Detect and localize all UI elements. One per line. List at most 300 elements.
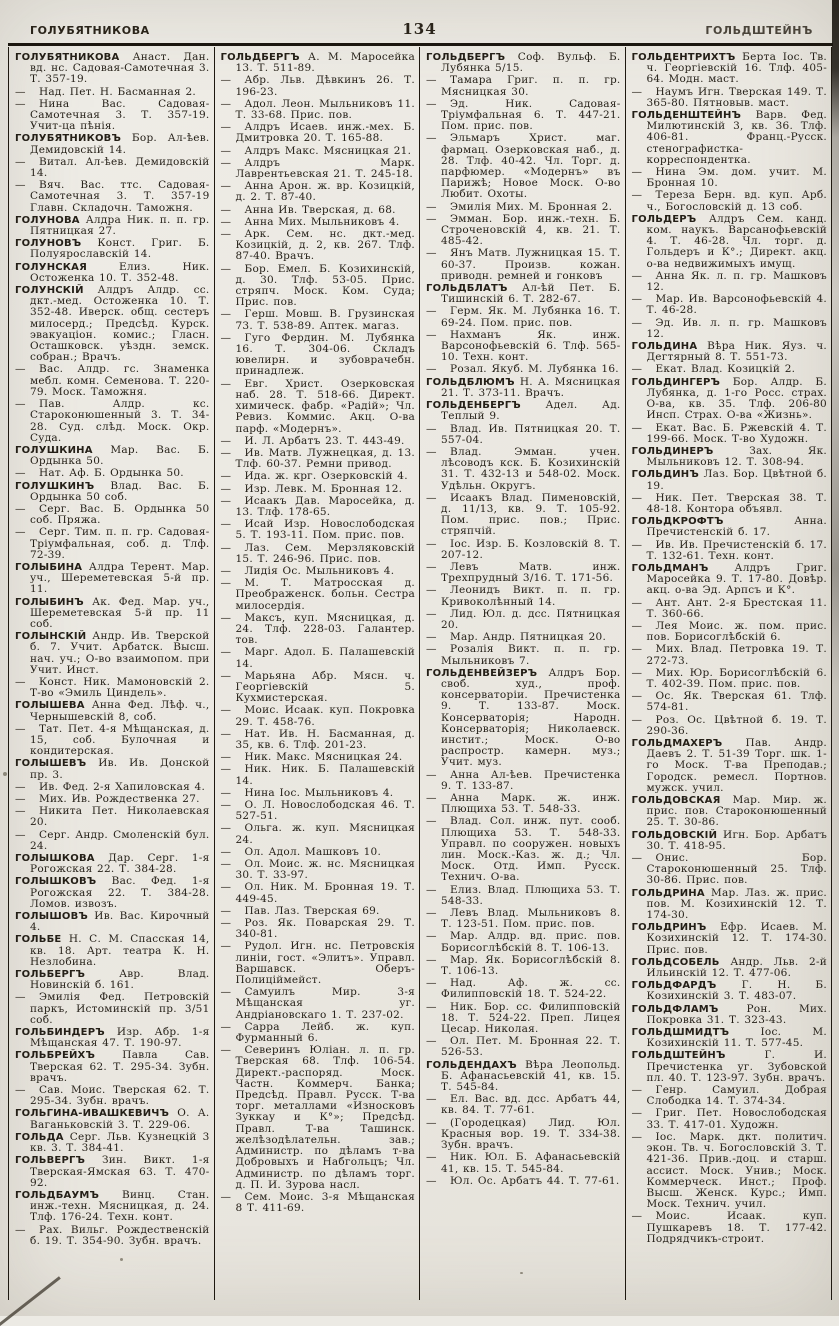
directory-entry-surname: ГОЛЬДОВСКАЯ Мар. Мир. ж. прис. пов. Староконюшенный 25. Т. 30-86.	[631, 794, 827, 829]
ditto-dash: —	[631, 643, 643, 656]
ditto-dash: —	[220, 434, 232, 447]
scan-speck	[3, 772, 7, 776]
ditto-dash: —	[15, 991, 26, 1004]
directory-entry-surname: ГОЛЬДМАХЕРЪ Пав. Андр. Даевъ 2. Т. 51-39 Торг. шк. 1-го Моск. Т-ва Преподав.; Городск. ремесл. Портнов. мужск. учил.	[631, 736, 827, 794]
directory-entry: — Мар. Андр. Пятницкая 20.	[426, 631, 607, 644]
directory-entry: — Серг. Вас. Б. Ордынка 50 соб. Пряжа.	[15, 502, 210, 527]
directory-entry-surname: ГОЛЬДМАНЪ Алдръ Григ. Маросейка 9. Т. 17-80. Довѣр. акц. о-ва Эд. Арпсъ и К°.	[631, 561, 827, 597]
surname-text: ГОЛЬДА	[15, 1131, 70, 1143]
directory-entry: — Пав. Лаз. Тверская 69.	[220, 904, 380, 917]
ditto-dash: —	[15, 805, 26, 818]
directory-entry: — Лид. Юл. д. дсс. Пятницкая 20.	[426, 607, 621, 631]
directory-entry: — Мих. Юр. Борисоглѣбскій 6. Т. 402-39. Пом. прис. пов.	[631, 666, 827, 690]
ditto-dash: —	[220, 180, 232, 193]
page-number: 134	[402, 20, 437, 38]
ditto-dash: —	[220, 203, 232, 216]
directory-entry: — Ол. Ник. М. Бронная 19. Т. 449-45.	[220, 881, 415, 905]
directory-entry: — Никита Пет. Николаевская 20.	[15, 805, 210, 829]
ditto-dash: —	[220, 97, 232, 110]
surname-text: ГОЛЫШКОВЪ	[15, 876, 112, 888]
directory-entry: — Исай Изр. Новослободская 5. Т. 193-11. Пом. прис. пов.	[220, 518, 415, 542]
directory-entry-surname: ГОЛЬБЕ Н. С. М. Спасская 14, кв. 18. Арт. театра К. Н. Незлобина.	[15, 933, 210, 968]
directory-entry: — Ол. Моис. ж. нс. Мясницкая 30. Т. 33-97.	[220, 858, 415, 882]
ditto-dash: —	[220, 470, 232, 483]
ditto-dash: —	[631, 293, 643, 306]
scan-speck	[520, 1272, 523, 1274]
surname-text: ГОЛУШКИНЪ	[15, 480, 111, 492]
ditto-dash: —	[15, 828, 26, 841]
ditto-dash: —	[631, 85, 643, 98]
ditto-dash: —	[220, 1190, 232, 1203]
directory-entry: — Анна Мих. Мыльниковъ 4.	[220, 215, 400, 228]
directory-entry-surname: ГОЛЬДИНЕРЪ Зах. Як. Мыльниковъ 12. Т. 308-94.	[631, 444, 827, 469]
ditto-dash: —	[220, 308, 232, 321]
directory-entry: — Ив. Ив. Пречистенскій б. 17. Т. 132-61. Техн. конт.	[631, 538, 827, 562]
directory-entry-surname: ГОЛЬДЕНТРИХТЪ Берта Іос. Тв. ч. Георгіевскій 16. Тлф. 405-64. Модн. маст.	[631, 51, 827, 86]
directory-entry: — Ол. Адол. Машковъ 10.	[220, 845, 382, 858]
directory-entry-surname: ГОЛЬДЕНШТЕЙНЪ Варв. Фед. Милютинскій 3, кв. 36. Тлф. 406-81. Франц.-Русск. стенографистка-корреспондентка.	[631, 109, 827, 166]
directory-entry: — Мих. Ив. Рождественка 27.	[15, 793, 200, 805]
directory-entry: — Анна Як. л. п. гр. Машковъ 12.	[631, 269, 827, 294]
surname-text: ГОЛЬДБЛЮМЪ	[426, 376, 520, 388]
ditto-dash: —	[426, 422, 437, 435]
ditto-dash: —	[15, 179, 26, 192]
directory-entry: — Нина Вас. Садовая-Самотечная 3. Т. 357-19. Учит-ца пѣнія.	[15, 97, 210, 133]
directory-entry: — Нахманъ Як. инж. Варсонофьевскій 6. Тлф. 565-10. Техн. конт.	[426, 328, 621, 364]
directory-entry: — Роз. Ос. Цвѣтной б. 19. Т. 290-36.	[631, 713, 827, 737]
ditto-dash: —	[426, 1174, 437, 1187]
ditto-dash: —	[15, 398, 26, 411]
surname-text: ГОЛЬДОВСКАЯ	[631, 795, 733, 806]
surname-text: ГОЛЬДИНЕРЪ	[631, 445, 750, 457]
directory-entry: — Марьяна Абр. Мясн. ч. Георгіевскій 5. Кухмистерская.	[220, 669, 415, 705]
ditto-dash: —	[426, 1000, 437, 1013]
directory-entry: — Янъ Матв. Лужницкая 15. Т. 60-37. Произв. кожан. приводн. ремней и гонковъ	[426, 247, 621, 282]
directory-entry-surname: ГОЛЬДОВСКІЙ Игн. Бор. Арбатъ 30. Т. 418-95.	[631, 828, 827, 852]
directory-entry-surname: ГОЛЬДФАРДЪ Г. Н. Б. Козихинскій 3. Т. 483-07.	[631, 979, 827, 1003]
directory-entry: — Марг. Адол. Б. Палашевскій 14.	[220, 646, 415, 670]
directory-column-3	[420, 47, 626, 1300]
surname-text: ГОЛЬДФЛАМЪ	[631, 1003, 747, 1015]
ditto-dash: —	[631, 852, 643, 865]
directory-entry-surname: ГОЛЬДЕНБЕРГЪ Адел. Ад. Теплый 9.	[426, 399, 621, 423]
directory-entry-surname: ГОЛЬДЕНВЕЙЗЕРЪ Алдръ Бор. своб. худ., проф. консерваторіи. Пречистенка 9. Т. 133-87. Моск. Консерваторія; Народн. Консерваторія; Николаевск. инстит.; Моск. О-во распростр. камерн. муз.; Учит. муз.	[426, 666, 621, 769]
surname-text: ГОЛЬДБАУМЪ	[15, 1189, 122, 1201]
directory-entry: — Рудол. Игн. нс. Петровскія линіи, гост. «Элитъ». Управл. Варшавск. Оберъ-Полиціймейст.	[220, 940, 415, 987]
scan-edge-streak	[832, 0, 839, 980]
directory-entry: — Анна Марк. ж. инж. Плющиха 53. Т. 548-33.	[426, 792, 621, 816]
ditto-dash: —	[426, 792, 437, 804]
ditto-dash: —	[426, 1151, 437, 1164]
ditto-dash: —	[220, 74, 232, 87]
directory-entry: — Вас. Алдр. гс. Знаменка мебл. комн. Семенова. Т. 220-79. Моск. Таможня.	[15, 363, 210, 398]
ditto-dash: —	[426, 815, 437, 828]
directory-entry-surname: ГОЛЬДИНЪ Лаз. Бор. Цвѣтной б. 19.	[631, 468, 828, 492]
surname-text: ГОЛЫШЕВА	[15, 700, 92, 712]
ditto-dash: —	[220, 669, 232, 682]
directory-entry: — Нат. Аф. Б. Ордынка 50.	[15, 467, 184, 480]
surname-text: ГОЛЬГИНА-ИВАШКЕВИЧЪ	[15, 1108, 178, 1120]
directory-entry-surname: ГОЛЬВЕРГЪ Зин. Викт. 1-я Тверская-Ямская 63. Т. 470-92.	[15, 1154, 210, 1189]
surname-text: ГОЛЬДОВСКІЙ	[631, 829, 724, 841]
directory-entry: — Адол. Леон. Мыльниковъ 11. Т. 33-68. Прис. пов.	[220, 97, 415, 122]
directory-entry-surname: ГОЛУНОВЪ Конст. Григ. Б. Полуярославскій 14.	[15, 237, 210, 261]
directory-entry: — Мих. Влад. Петровка 19. Т. 272-73.	[631, 643, 827, 667]
directory-entry-surname: ГОЛЫШОВЪ Ив. Вас. Кирочный 4.	[15, 910, 210, 934]
directory-entry: — Эмилія Фед. Петровскій паркъ, Истоминскій пр. 3/51 соб.	[15, 991, 210, 1026]
directory-entry-surname: ГОЛЬДБЛАТЪ Ал-ѣй Пет. Б. Тишинскій 6. Т. 282-67.	[426, 282, 621, 306]
directory-entry: — Влад. Сол. инж. пут. сооб. Плющиха 53. Т. 548-33. Управл. по сооружен. новыхъ лин. Моск.-Каз. ж. д.; Чл. Моск. Отд. Имп. Русск. Технич. О-ва.	[426, 815, 621, 884]
directory-column-1	[9, 47, 215, 1300]
ditto-dash: —	[426, 977, 437, 990]
directory-entry: — Вяч. Вас. ттс. Садовая-Самотечная 3. Т. 357-19 Главн. Складочн. Таможня.	[15, 179, 210, 214]
ditto-dash: —	[631, 619, 643, 632]
directory-entry: — Лидія Ос. Мыльниковъ 4.	[220, 564, 395, 577]
directory-entry-surname: ГОЛЬДКРОФТЪ Анна. Пречистенскій б. 17.	[631, 515, 827, 539]
directory-entry: — Над. Аф. ж. сс. Филипповскій 18. Т. 524-22.	[426, 977, 621, 1001]
directory-entry: — Левъ Влад. Мыльниковъ 8. Т. 123-51. Пом. прис. пов.	[426, 907, 621, 931]
directory-entry: — Іос. Изр. Б. Козловскій 8. Т. 207-12.	[426, 537, 621, 561]
ditto-dash: —	[220, 518, 232, 531]
directory-column-2	[215, 47, 421, 1300]
directory-entry-surname: ГОЛЫШКОВЪ Вас. Фед. 1-я Рогожская 22. Т. 384-28. Ломов. извозъ.	[15, 875, 210, 910]
surname-text: ГОЛУНСКІЙ	[15, 285, 98, 297]
ditto-dash: —	[426, 1116, 437, 1129]
directory-entry-surname: ГОЛЬБИНДЕРЪ Изр. Абр. 1-я Мѣщанская 47. Т. 190-97.	[15, 1026, 210, 1050]
directory-entry: — Генр. Самуил. Добрая Слободка 14. Т. 374-34.	[631, 1084, 827, 1108]
ditto-dash: —	[631, 1210, 643, 1223]
directory-entry: — Моис. Исаак. куп. Пушкаревъ 18. Т. 177-42. Подрядчикъ-строит.	[631, 1210, 827, 1245]
directory-entry: — Ант. Ант. 2-я Брестская 11. Т. 360-66.	[631, 596, 827, 620]
surname-text: ГОЛЬДМАХЕРЪ	[631, 737, 746, 749]
ditto-dash: —	[631, 269, 643, 282]
directory-entry: — Іос. Марк. дкт. политич. экон. Тв. ч. Богословскій 3. Т. 421-36. Прив.-доц. и старш. ассист. Моск. Унив.; Моск. Коммерческ. Инст.; Проф. Высш. Женск. Курс.; Имп. Моск. Технич. учил.	[631, 1130, 827, 1211]
directory-entry: — Алдръ Марк. Лаврентьевская 21. Т. 245-18.	[220, 156, 415, 181]
ditto-dash: —	[426, 584, 437, 597]
ditto-dash: —	[426, 74, 437, 87]
ditto-dash: —	[220, 156, 232, 169]
ditto-dash: —	[220, 940, 232, 953]
directory-entry-surname: ГОЛУНОВА Алдра Ник. п. п. гр. Пятницкая 27.	[15, 213, 210, 238]
ditto-dash: —	[220, 786, 232, 799]
directory-entry: — Сем. Моис. 3-я Мѣщанская 8 Т. 411-69.	[220, 1190, 415, 1215]
ditto-dash: —	[426, 97, 437, 110]
ditto-dash: —	[15, 722, 26, 735]
directory-entry: — Гуго Фердин. М. Лубянка 16. Т. 304-06. Складъ ювелирн. и зубоврачебн. принадлеж.	[220, 331, 415, 378]
directory-entry-surname: ГОЛЬГИНА-ИВАШКЕВИЧЪ О. А. Ваганьковскій 3. Т. 229-06.	[15, 1107, 210, 1131]
ditto-dash: —	[15, 793, 26, 805]
directory-entry-surname: ГОЛЫШКОВА Дар. Серг. 1-я Рогожская 22. Т. 384-28.	[15, 852, 210, 876]
ditto-dash: —	[631, 1107, 643, 1120]
directory-entry: — Ида. ж. крг. Озерковскій 4.	[220, 470, 408, 483]
directory-entry: — Герм. Як. М. Лубянка 16. Т. 69-24. Пом. прис. пов.	[426, 305, 621, 329]
surname-text: ГОЛЬДИНЪ	[631, 469, 704, 481]
directory-entry-surname: ГОЛЫНСКІЙ Андр. Ив. Тверской б. 7. Учит. Арбатск. Высш. нач. уч.; О-во взаимопом. при Учит. Инст.	[15, 630, 210, 676]
directory-entry: — Ол. Пет. М. Бронная 22. Т. 526-53.	[426, 1035, 621, 1059]
ditto-dash: —	[426, 930, 437, 943]
directory-entry: — Ольга. ж. куп. Мясницкая 24.	[220, 822, 415, 846]
ditto-dash: —	[220, 228, 232, 241]
directory-entry: — Серг. Тим. п. п. гр. Садовая-Тріумфальная, соб. д. Тлф. 72-39.	[15, 526, 210, 561]
directory-entry-surname: ГОЛУШКИНЪ Влад. Вас. Б. Ордынка 50 соб.	[15, 479, 210, 503]
directory-entry: — Сав. Моис. Тверская 62. Т. 295-34. Зубн. врачъ.	[15, 1084, 210, 1108]
ditto-dash: —	[220, 377, 232, 390]
ditto-dash: —	[220, 763, 232, 776]
surname-text: ГОЛЬДШМИДТЪ	[631, 1027, 761, 1039]
surname-text: ГОЛЬДШТЕЙНЪ	[631, 1050, 765, 1062]
surname-text: ГОЛЫШКОВА	[15, 853, 109, 865]
ditto-dash: —	[426, 212, 437, 225]
directory-entry: — Арк. Сем. нс. дкт.-мед. Козицкій, д. 2, кв. 267. Тлф. 87-40. Врачъ.	[220, 228, 415, 263]
directory-entry: — Эд. Ив. л. п. гр. Машковъ 12.	[631, 316, 827, 340]
directory-entry: — Тат. Пет. 4-я Мѣщанская, д. 15, соб. Булочная и кондитерская.	[15, 722, 210, 758]
ditto-dash: —	[220, 799, 232, 811]
directory-entry: — Ив. Матв. Лужнецкая, д. 13. Тлф. 60-37. Ремни привод.	[220, 446, 415, 471]
surname-text: ГОЛУНОВЪ	[15, 238, 98, 250]
ditto-dash: —	[426, 1093, 437, 1106]
surname-text: ГОЛЬДИНГЕРЪ	[631, 376, 733, 388]
directory-entry: — Абр. Льв. Дѣвкинъ 26. Т. 196-23.	[220, 74, 415, 98]
directory-entry: — Влад. Эмман. учен. лѣсоводъ кск. Б. Козихинскій 31. Т. 432-13 и 548-02. Моск. Удѣльн. Округъ.	[426, 445, 621, 492]
directory-entry-surname: ГОЛЫБИНА Алдра Терент. Мар. уч., Шереметевская 5-й пр. 11.	[15, 560, 210, 596]
directory-entry: — Рах. Вильг. Рождественскій б. 19. Т. 354-90. Зубн. врачъ.	[15, 1223, 210, 1247]
ditto-dash: —	[631, 166, 643, 179]
directory-entry: — Ив. Фед. 2-я Хапиловская 4.	[15, 780, 206, 793]
ditto-dash: —	[426, 607, 437, 620]
ditto-dash: —	[220, 215, 232, 228]
directory-entry: — О. Л. Новослободская 46. Т. 527-51.	[220, 799, 415, 823]
directory-entry: — Евг. Христ. Озерковская наб. 28. Т. 518-66. Директ. химическ. фабр. «Радій»; Чл. Ревиз. Коммис. Акц. О-ва парф. «Модернъ».	[220, 377, 415, 435]
directory-entry: — Мар. Алдр. вд. прис. пов. Борисоглѣбскій 8. Т. 106-13.	[426, 930, 621, 954]
ditto-dash: —	[220, 751, 232, 764]
directory-entry-surname: ГОЛЬДБЕРГЪ А. М. Маросейка 13. Т. 511-89.	[220, 51, 415, 75]
directory-entry: — Онис. Бор. Староконюшенный 25. Тлф. 30-86. Прис. пов.	[631, 852, 827, 887]
surname-text: ГОЛЫШОВЪ	[15, 911, 95, 923]
directory-entry: — Ник. Бор. сс. Филипповскій 18. Т. 524-22. Преп. Лицея Цесар. Николая.	[426, 1000, 621, 1036]
directory-entry-surname: ГОЛЬДШТЕЙНЪ Г. И. Пречистенка уг. Зубовской пл. 40. Т. 123-97. Зубн. врачъ.	[631, 1049, 828, 1084]
directory-entry: — (Городецкая) Лид. Юл. Красныя вор. 19. Т. 334-38. Зубн. врачъ.	[426, 1116, 621, 1152]
ditto-dash: —	[426, 537, 437, 550]
running-head-left: ГОЛУБЯТНИКОВА	[30, 24, 150, 37]
surname-text: ГОЛЬДЕРЪ	[631, 213, 709, 225]
directory-entry: — Алдръ Исаев. инж.-мех. Б. Дмитровка 20. Т. 165-88.	[220, 121, 415, 145]
directory-entry: — Ник. Макс. Мясницкая 24.	[220, 751, 403, 764]
directory-entry: — Юл. Ос. Арбатъ 44. Т. 77-61.	[426, 1174, 620, 1187]
ditto-dash: —	[220, 646, 232, 659]
surname-text: ГОЛУНОВА	[15, 214, 86, 226]
surname-text: ГОЛЬВЕРГЪ	[15, 1155, 102, 1167]
ditto-dash: —	[220, 446, 232, 459]
directory-columns	[8, 47, 832, 1300]
surname-text: ГОЛЬДРИНА	[631, 887, 711, 899]
directory-entry: — Мар. Як. Борисоглѣбскій 8. Т. 106-13.	[426, 953, 621, 978]
directory-entry: — Эмман. Бор. инж.-техн. Б. Строченовскій 4, кв. 21. Т. 485-42.	[426, 212, 621, 248]
directory-entry-surname: ГОЛЬДИНА Вѣра Ник. Яуз. ч. Дегтярный 8. Т. 551-73.	[631, 340, 827, 364]
directory-entry: — Изр. Левк. М. Бронная 12.	[220, 482, 403, 495]
directory-entry: — Самуилъ Мир. 3-я Мѣщанская уг. Андріановскаго 1. Т. 237-02.	[220, 986, 415, 1021]
directory-entry: — Алдръ Макс. Мясницкая 21.	[220, 144, 412, 157]
directory-entry: — Мар. Ив. Варсонофьевскій 4. Т. 46-28.	[631, 293, 827, 317]
directory-entry-surname: ГОЛУНСКІЙ Алдръ Алдр. сс. дкт.-мед. Остоженка 10. Т. 352-48. Иверск. общ. сестеръ милосерд.; Предсѣд. Курск. эвакуаціон. комис.; Гласн. Осташковск. уѣздн. земск. собран.; Врачъ.	[15, 284, 210, 364]
ditto-dash: —	[220, 986, 232, 999]
surname-text: ГОЛЬДКРОФТЪ	[631, 516, 795, 528]
ditto-dash: —	[426, 907, 437, 920]
surname-text: ГОЛЬДМАНЪ	[631, 562, 735, 574]
directory-entry: — Нина Эм. дом. учит. М. Бронная 10.	[631, 166, 827, 190]
ditto-dash: —	[15, 675, 26, 688]
ditto-dash: —	[426, 491, 437, 504]
directory-entry: — Розалія Викт. п. п. гр. Мыльниковъ 7.	[426, 643, 621, 667]
ditto-dash: —	[426, 643, 437, 656]
ditto-dash: —	[426, 631, 437, 644]
surname-text: ГОЛЬДЕНШТЕЙНЪ	[631, 110, 756, 122]
surname-text: ГОЛУБЯТНИКОВА	[15, 52, 133, 63]
directory-entry: — Ел. Вас. вд. дсс. Арбатъ 44, кв. 84. Т. 77-61.	[426, 1093, 621, 1117]
directory-entry-surname: ГОЛУШКИНА Мар. Вас. Б. Ордынка 50.	[15, 443, 210, 468]
directory-entry-surname: ГОЛЬДЕНДАХЪ Вѣра Леопольд. Б. Афанасьевскій 41, кв. 15. Т. 545-84.	[426, 1058, 621, 1094]
directory-entry: — Витал. Ал-ѣев. Демидовскій 14.	[15, 155, 210, 180]
ditto-dash: —	[631, 690, 643, 703]
ditto-dash: —	[426, 363, 437, 376]
ditto-dash: —	[220, 262, 232, 275]
directory-entry: — Лея Моис. ж. пом. прис. пов. Борисоглѣбскій 6.	[631, 619, 827, 644]
ditto-dash: —	[220, 331, 232, 344]
directory-entry-surname: ГОЛЬДБЕРГЪ Соф. Вульф. Б. Лубянка 5/15.	[426, 51, 621, 75]
ditto-dash: —	[220, 858, 232, 871]
directory-entry-surname: ГОЛЬДШМИДТЪ Іос. М. Козихинскій 11. Т. 577-45.	[631, 1026, 827, 1050]
surname-text: ГОЛУБЯТНИКОВЪ	[15, 133, 132, 145]
ditto-dash: —	[426, 328, 437, 341]
surname-text: ГОЛЫБИНА	[15, 561, 89, 573]
directory-entry: — Серг. Андр. Смоленскій бул. 24.	[15, 828, 210, 852]
running-head-right: ГОЛЬДШТЕЙНЪ	[705, 24, 813, 37]
surname-text: ГОЛЬДБЛАТЪ	[426, 283, 523, 295]
directory-entry: — М. Т. Матросская д. Преображенск. больн. Сестра милосердія.	[220, 577, 415, 612]
directory-entry-surname: ГОЛУБЯТНИКОВА Анаст. Дан. вд. нс. Садовая-Самотечная 3. Т. 357-19.	[15, 51, 210, 86]
directory-entry: — Розал. Якуб. М. Лубянка 16.	[426, 363, 619, 376]
surname-text: ГОЛЬДБЕРГЪ	[220, 52, 309, 63]
ditto-dash: —	[426, 953, 437, 966]
directory-column-4	[626, 47, 832, 1300]
directory-entry: — Эльмаръ Христ. маг. фармац. Озерковская наб., д. 28. Тлф. 40-42. Чл. Торг. д. парфюмер. «Модернъ» въ Парижѣ; Новое Моск. О-во Любит. Охоты.	[426, 132, 621, 201]
directory-entry: — Нина Іос. Мыльниковъ 4.	[220, 786, 394, 799]
surname-text: ГОЛЬДБЕРГЪ	[426, 52, 518, 63]
directory-entry: — Ос. Як. Тверская 61. Тлф. 574-81.	[631, 690, 827, 714]
directory-entry: — Анна Арон. ж. вр. Козицкій, д. 2. Т. 87-40.	[220, 180, 415, 204]
ditto-dash: —	[631, 1130, 643, 1143]
directory-entry: — Екат. Вас. Б. Ржевскій 4. Т. 199-66. Моск. Т-во Художн.	[631, 421, 827, 445]
directory-entry: — Екат. Влад. Козицкій 2.	[631, 363, 796, 376]
ditto-dash: —	[426, 200, 437, 213]
surname-text: ГОЛЬДЕНВЕЙЗЕРЪ	[426, 667, 549, 679]
directory-entry: — Максъ, куп. Мясницкая, д. 24. Тлф. 228-03. Галантер. тов.	[220, 611, 415, 647]
directory-entry: — Конст. Ник. Мамоновскій 2. Т-во «Эмиль Циндель».	[15, 675, 210, 700]
ditto-dash: —	[631, 596, 643, 609]
ditto-dash: —	[631, 538, 643, 551]
surname-text: ГОЛЬБИНДЕРЪ	[15, 1027, 117, 1039]
ditto-dash: —	[426, 1035, 437, 1048]
ditto-dash: —	[426, 883, 437, 896]
ditto-dash: —	[220, 917, 232, 930]
ditto-dash: —	[426, 768, 437, 781]
surname-text: ГОЛЬБЕРГЪ	[15, 969, 120, 981]
ditto-dash: —	[15, 85, 26, 98]
surname-text: ГОЛЬБЕ	[15, 934, 69, 946]
surname-text: ГОЛЫБИНЪ	[15, 596, 93, 608]
directory-entry: — Бор. Емел. Б. Козихинскій, д. 30. Тлф. 53-05. Прис. стряпч. Моск. Ком. Суда; Прис. пов.	[220, 262, 415, 309]
surname-text: ГОЛЫНСКІЙ	[15, 631, 93, 643]
directory-entry-surname: ГОЛЬДА Серг. Льв. Кузнецкій 3 кв. 3. Т. 384-41.	[15, 1130, 210, 1155]
ditto-dash: —	[426, 560, 437, 573]
directory-entry: — Роз. Як. Поварская 29. Т. 340-81.	[220, 917, 415, 941]
directory-entry: — Анна Ив. Тверская, д. 68.	[220, 203, 396, 216]
directory-entry: — Тамара Григ. п. п. гр. Мясницкая 30.	[426, 74, 621, 98]
directory-entry: — И. Л. Арбатъ 23. Т. 443-49.	[220, 434, 405, 447]
directory-entry: — Нат. Ив. Н. Басманная, д. 35, кв. 6. Тлф. 201-23.	[220, 727, 415, 751]
ditto-dash: —	[15, 467, 26, 480]
ditto-dash: —	[15, 97, 26, 110]
ditto-dash: —	[426, 305, 437, 318]
ditto-dash: —	[631, 363, 643, 376]
ditto-dash: —	[15, 363, 26, 376]
surname-text: ГОЛЬДФАРДЪ	[631, 980, 742, 992]
directory-entry-surname: ГОЛЫШЕВА Анна Фед. Лѣф. ч., Чернышевскій 8, соб.	[15, 699, 210, 723]
directory-entry: — Северинъ Юліан. л. п. гр. Тверская 68. Тлф. 106-54. Директ.-распоряд. Моск. Частн. Коммерч. Банка; Предсѣд. Правл. Русск. Т-ва торг. металлами «Износковъ Зуккау и К°»; Предсѣд. Правл. Т-ва Ташинск. желѣзодѣлательн. зав.; Администр. по дѣламъ т-ва Добровыхъ и Набгольцъ; Чл. Администр. по дѣламъ торг. д. П. И. Зурова насл.	[220, 1044, 415, 1191]
ditto-dash: —	[426, 445, 437, 458]
directory-entry: — Анна Ал-ѣев. Пречистенка 9. Т. 133-87.	[426, 768, 621, 792]
directory-entry: — Сарра Лейб. ж. куп. Фурманный 6.	[220, 1020, 415, 1045]
directory-entry-surname: ГОЛЬДЕРЪ Алдръ Сем. канд. ком. наукъ. Варсанофьевскій 4. Т. 46-28. Чл. торг. д. Гольдеръ и К°.; Директ. акц. о-ва недвижимыхъ имущ.	[631, 212, 828, 270]
directory-entry: — Елиз. Влад. Плющиха 53. Т. 548-33.	[426, 883, 621, 907]
directory-entry: — Над. Пет. Н. Басманная 2.	[15, 85, 197, 98]
directory-entry-surname: ГОЛЬДРИНА Мар. Лаз. ж. прис. пов. М. Козихинскій 12. Т. 174-30.	[631, 886, 827, 922]
directory-entry: — Ник. Пет. Тверская 38. Т. 48-18. Контора объявл.	[631, 491, 827, 515]
ditto-dash: —	[631, 421, 643, 434]
directory-entry-surname: ГОЛУБЯТНИКОВЪ Бор. Ал-ѣев. Демидовскій 14.	[15, 132, 210, 156]
ditto-dash: —	[15, 1223, 26, 1236]
ditto-dash: —	[220, 121, 232, 134]
ditto-dash: —	[15, 526, 26, 539]
ditto-dash: —	[631, 316, 643, 329]
directory-entry: — Григ. Пет. Новослободская 33. Т. 417-01. Художн.	[631, 1107, 827, 1131]
surname-text: ГОЛЬДИНА	[631, 341, 708, 353]
surname-text: ГОЛЬБРЕЙХЪ	[15, 1050, 123, 1062]
ditto-dash: —	[220, 881, 232, 894]
ditto-dash: —	[220, 564, 232, 577]
directory-entry: — Лаз. Сем. Мерзляковскій 15. Т. 246-96. Прис. пов.	[220, 541, 415, 565]
ditto-dash: —	[220, 1020, 232, 1033]
ditto-dash: —	[220, 482, 232, 495]
directory-entry-surname: ГОЛЬДСОБЕЛЬ Андр. Льв. 2-й Ильинскій 12. Т. 477-06.	[631, 955, 827, 980]
ditto-dash: —	[631, 189, 643, 202]
directory-entry: — Эд. Ник. Садовая-Тріумфальная 6. Т. 447-21. Пом. прис. пов.	[426, 97, 621, 133]
surname-text: ГОЛЬДСОБЕЛЬ	[631, 956, 731, 968]
directory-entry: — Эмилія Мих. М. Бронная 2.	[426, 200, 613, 213]
ditto-dash: —	[426, 132, 437, 145]
ditto-dash: —	[631, 713, 643, 726]
directory-entry: — Пав. Алдр. кс. Староконюшенный 3. Т. 34-28. Суд. слѣд. Моск. Окр. Суда.	[15, 398, 210, 444]
ditto-dash: —	[220, 845, 232, 858]
directory-entry-surname: ГОЛЬДБЛЮМЪ Н. А. Мясницкая 21. Т. 373-11. Врачъ.	[426, 375, 621, 399]
directory-entry: — Леонидъ Викт. п. п. гр. Кривоколѣнный 14.	[426, 584, 621, 608]
directory-entry-surname: ГОЛЬДФЛАМЪ Рон. Мих. Покровка 31. Т. 323-43.	[631, 1002, 827, 1026]
ditto-dash: —	[220, 727, 232, 740]
surname-text: ГОЛЬДРИНЪ	[631, 922, 721, 934]
directory-entry: — Влад. Ив. Пятницкая 20. Т. 557-04.	[426, 422, 621, 446]
ditto-dash: —	[631, 1084, 643, 1097]
directory-entry-surname: ГОЛЫШЕВЪ Ив. Ив. Донской пр. 3.	[15, 757, 210, 781]
ditto-dash: —	[631, 491, 643, 504]
